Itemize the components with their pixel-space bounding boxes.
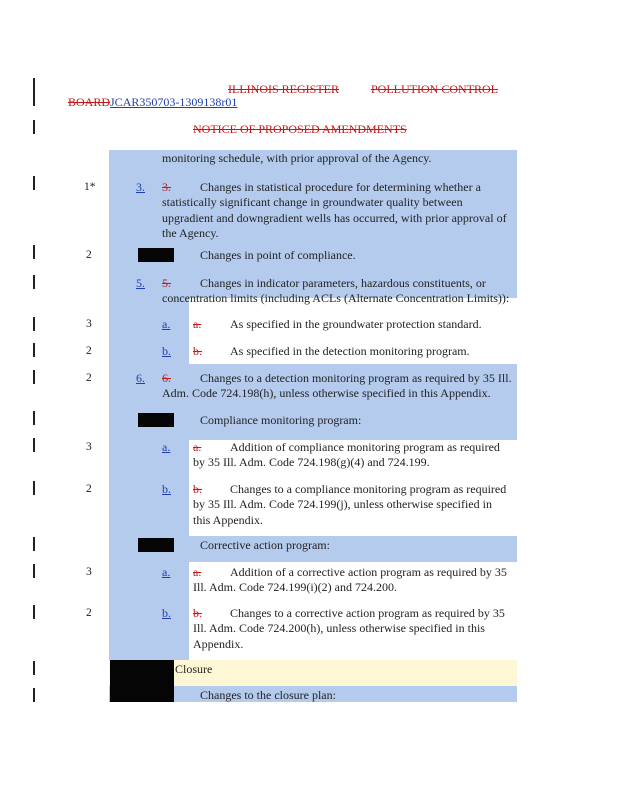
revision-bar — [33, 120, 35, 134]
revision-bar — [33, 176, 35, 190]
item-3-text: Changes in statistical procedure for determining whether a statistically significant change in groundwater quality between upgradient and downgradient wells has occurred, with prior approval of the Agency. — [162, 180, 507, 240]
corrective-heading: Corrective action program: — [200, 538, 330, 552]
grade-label: 2 — [86, 483, 92, 495]
highlight-block — [109, 562, 189, 660]
highlight-block — [109, 440, 189, 536]
revision-bar — [33, 411, 35, 425]
board-name-line1: POLLUTION CONTROL — [371, 82, 498, 96]
item-number-old: 5. — [162, 276, 171, 290]
subitem-letter-old: a. — [193, 440, 202, 454]
item-5-text: Changes in indicator parameters, hazardous constituents, or concentration limits (including ACLs (Alternate Concentration Limits)): — [162, 276, 510, 306]
item-number-old: 6. — [162, 371, 171, 385]
grade-label: 2 — [86, 249, 92, 261]
revision-bar — [33, 275, 35, 289]
item-number-old: 3. — [162, 180, 171, 194]
item-6-text: Changes to a detection monitoring program as required by 35 Ill. Adm. Code 724.198(h), unless otherwise specified in this Appendix. — [162, 371, 512, 401]
revision-bar — [33, 245, 35, 259]
subitem-letter-old: b. — [193, 606, 202, 620]
grade-label: 2 — [86, 607, 92, 619]
subitem-letter-old: a. — [193, 317, 202, 331]
board-name-line2: BOARD — [68, 95, 111, 109]
revision-bar — [33, 317, 35, 331]
revision-bar — [33, 537, 35, 551]
compliance-a-text: Addition of compliance monitoring program as required by 35 Ill. Adm. Code 724.198(g)(4) and 724.199. — [193, 440, 500, 470]
paragraph-continuation: monitoring schedule, with prior approval of the Agency. — [162, 151, 432, 165]
grade-label: 2 — [86, 372, 92, 384]
subitem-letter-new: a. — [162, 565, 171, 579]
subitem-letter-new: b. — [162, 344, 171, 358]
grade-label: 3 — [86, 318, 92, 330]
jcar-code: JCAR350703-1309138r01 — [110, 95, 238, 109]
grade-label: 1* — [84, 181, 96, 193]
revision-bar — [33, 481, 35, 495]
item-number-new: 3. — [136, 180, 145, 194]
header-line2 — [68, 95, 237, 109]
closure-subheading: Changes to the closure plan: — [200, 688, 336, 702]
subitem-letter-new: b. — [162, 606, 171, 620]
compliance-heading: Compliance monitoring program: — [200, 413, 362, 427]
item-5b-text: As specified in the detection monitoring program. — [230, 344, 470, 358]
closure-heading: Closure — [175, 662, 213, 676]
redaction-box — [138, 248, 174, 262]
corrective-a-text: Addition of a corrective action program as required by 35 Ill. Adm. Code 724.199(i)(2) and 724.200. — [193, 565, 507, 595]
item-5a-text: As specified in the groundwater protection standard. — [230, 317, 482, 331]
grade-label: 2 — [86, 345, 92, 357]
notice-title: NOTICE OF PROPOSED AMENDMENTS — [193, 122, 407, 136]
redaction-box — [138, 538, 174, 552]
redaction-box — [110, 660, 174, 702]
revision-bar — [33, 661, 35, 675]
subitem-letter-new: a. — [162, 440, 171, 454]
subitem-letter-new: b. — [162, 482, 171, 496]
subitem-letter-old: a. — [193, 565, 202, 579]
redaction-box — [138, 413, 174, 427]
revision-bar — [33, 370, 35, 384]
item-4-text: Changes in point of compliance. — [200, 248, 356, 262]
register-title: ILLINOIS REGISTER — [228, 82, 339, 96]
item-number-new: 6. — [136, 371, 145, 385]
corrective-b-text: Changes to a corrective action program as required by 35 Ill. Adm. Code 724.200(h), unless otherwise specified in this Appendix. — [193, 606, 505, 651]
subitem-letter-old: b. — [193, 344, 202, 358]
revision-bar — [33, 343, 35, 357]
highlight-block — [109, 298, 189, 364]
revision-bar — [33, 564, 35, 578]
revision-bar — [33, 688, 35, 702]
grade-label: 3 — [86, 566, 92, 578]
revision-bar — [33, 438, 35, 452]
revision-bar — [33, 605, 35, 619]
grade-label: 3 — [86, 441, 92, 453]
compliance-b-text: Changes to a compliance monitoring program as required by 35 Ill. Adm. Code 724.199(j), unless otherwise specified in this Appendix. — [193, 482, 507, 527]
revision-bar — [33, 78, 35, 106]
item-number-new: 5. — [136, 276, 145, 290]
subitem-letter-new: a. — [162, 317, 171, 331]
subitem-letter-old: b. — [193, 482, 202, 496]
